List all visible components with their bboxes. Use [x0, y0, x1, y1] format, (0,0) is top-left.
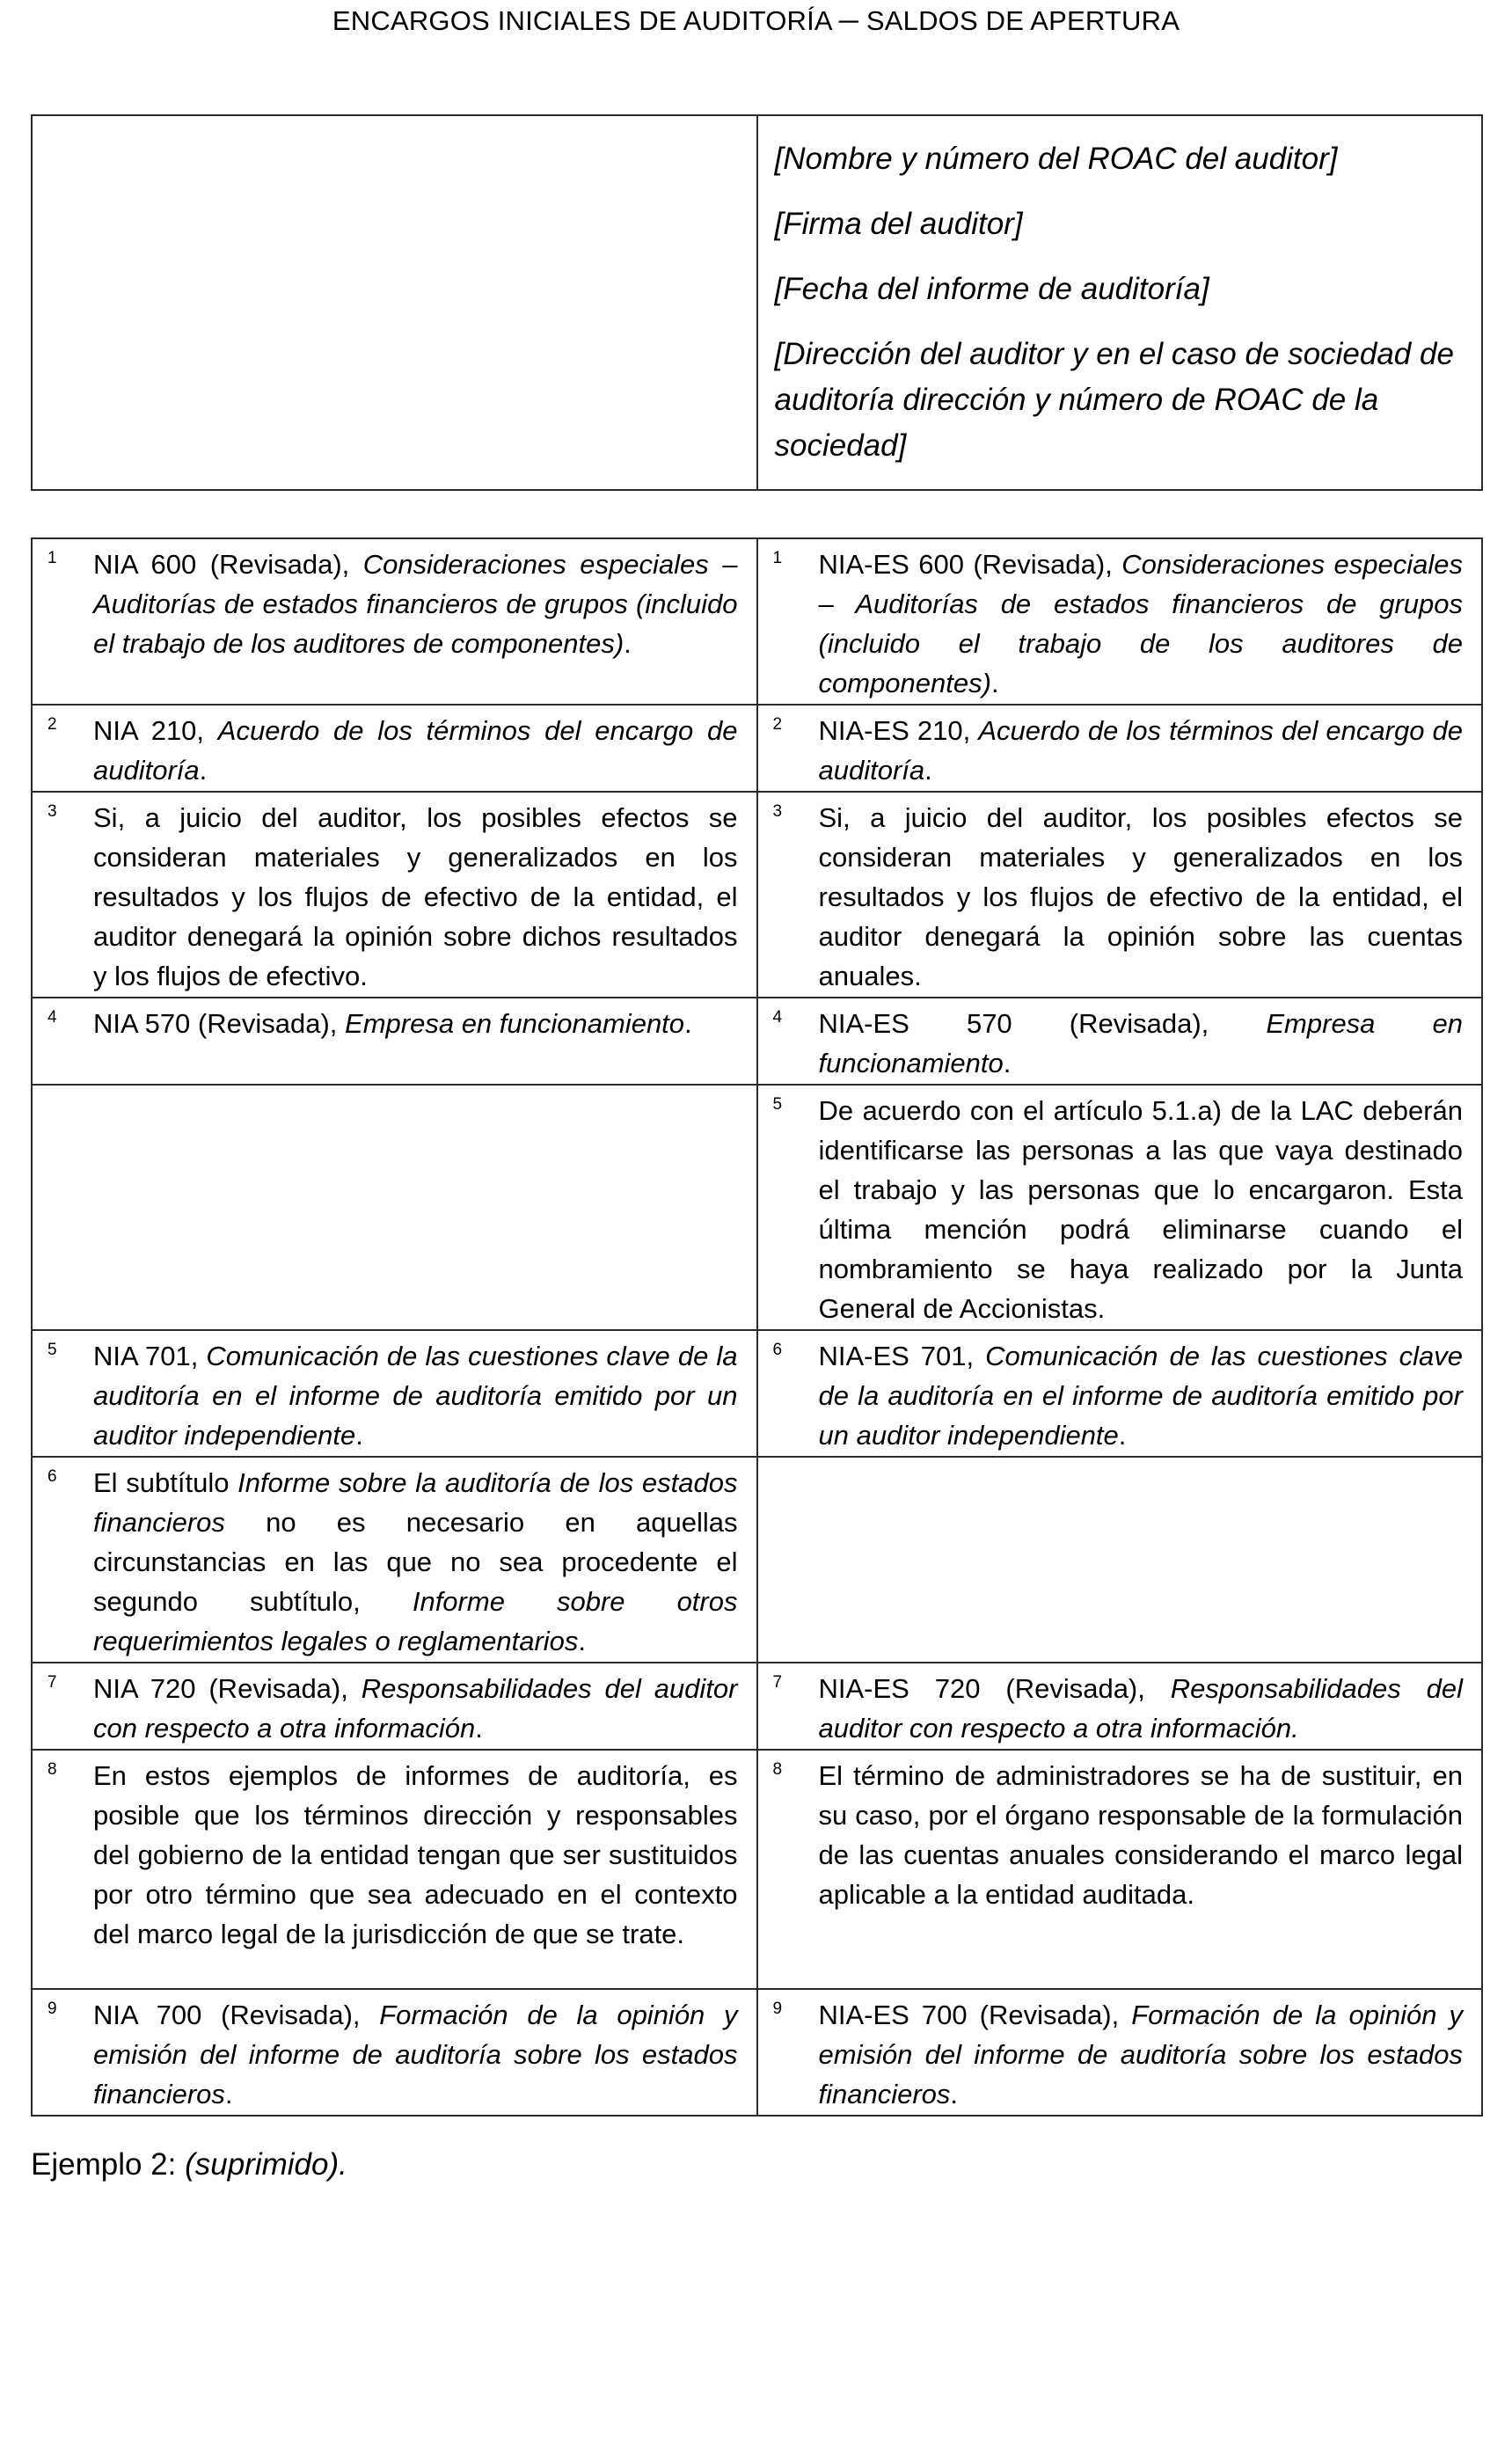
footnotes-table	[31, 537, 1483, 2117]
footnote-nia-es-cell	[757, 1750, 1483, 1989]
footnote: 6 NIA-ES 701, Comunicación de las cuestiones clave de la auditoría en el informe de auditoría emitido por un auditor independiente.	[759, 1332, 1481, 1455]
footnote-number: 3	[772, 802, 783, 821]
page-header: ENCARGOS INICIALES DE AUDITORÍA ─ SALDOS DE APERTURA	[332, 5, 1180, 36]
footnote-number: 8	[772, 1760, 783, 1779]
footnote: 2 NIA 210, Acuerdo de los términos del encargo de auditoría.	[33, 706, 756, 790]
footnote-number: 6	[47, 1467, 57, 1486]
footnote-nia-es-cell	[757, 538, 1483, 705]
auditor-address: [Dirección del auditor y en el caso de sociedad de auditoría dirección y número de ROAC de la sociedad]	[774, 337, 1454, 463]
footnote-number: 7	[772, 1673, 783, 1692]
report-date: [Fecha del informe de auditoría]	[774, 272, 1209, 306]
footnote-number: 6	[772, 1341, 783, 1359]
footnote: 1 NIA 600 (Revisada), Consideraciones especiales – Auditorías de estados financieros de grupos (incluido el trabajo de los auditores de componentes).	[33, 540, 756, 663]
footnote: 8 El término de administradores se ha de sustituir, en su caso, por el órgano responsable de la formulación de las cuentas anuales considerando el marco legal aplicable a la entidad auditada.	[759, 1751, 1481, 1914]
footnote-nia-cell	[32, 998, 757, 1085]
footnote: 3 Si, a juicio del auditor, los posibles efectos se consideran materiales y generalizados en los resultados y los flujos de efectivo de la entidad, el auditor denegará la opinión sobre las cuentas anuales.	[759, 793, 1481, 996]
footnote-number: 9	[47, 2000, 57, 2018]
footnote: 4 NIA-ES 570 (Revisada), Empresa en funcionamiento.	[759, 999, 1481, 1083]
footnote-number: 2	[772, 715, 783, 734]
footnote: 1 NIA-ES 600 (Revisada), Consideraciones especiales – Auditorías de estados financieros de grupos (incluido el trabajo de los auditores de componentes).	[759, 540, 1481, 703]
footnote-number: 4	[772, 1008, 783, 1027]
footnote-empty-cell	[32, 1085, 757, 1330]
footnote: 9 NIA-ES 700 (Revisada), Formación de la opinión y emisión del informe de auditoría sobre los estados financieros.	[759, 1991, 1481, 2114]
footnote: 9 NIA 700 (Revisada), Formación de la opinión y emisión del informe de auditoría sobre los estados financieros.	[33, 1991, 756, 2114]
footnote-nia-cell	[32, 1330, 757, 1457]
footnote: 3 Si, a juicio del auditor, los posibles efectos se consideran materiales y generalizados en los resultados y los flujos de efectivo de la entidad, el auditor denegará la opinión sobre dichos resultados y los flujos de efectivo.	[33, 793, 756, 996]
footnote-number: 5	[772, 1095, 783, 1114]
auditor-signature: [Firma del auditor]	[774, 207, 1023, 241]
footnote-nia-cell	[32, 1663, 757, 1750]
footnote-nia-es-cell	[757, 1663, 1483, 1750]
footnote: 8 En estos ejemplos de informes de auditoría, es posible que los términos dirección y responsables del gobierno de la entidad tengan que ser sustituidos por otro término que sea adecuado en el contexto del marco legal de la jurisdicción de que se trate.	[33, 1751, 756, 1954]
footnote-number: 7	[47, 1673, 57, 1692]
footnote-nia-cell	[32, 538, 757, 705]
footnote: 2 NIA-ES 210, Acuerdo de los términos del encargo de auditoría.	[759, 706, 1481, 790]
footnote: 4 NIA 570 (Revisada), Empresa en funcionamiento.	[33, 999, 756, 1043]
footnote-number: 1	[47, 549, 57, 567]
footnote-number: 3	[47, 802, 57, 821]
footnote-nia-cell	[32, 1989, 757, 2116]
footnote-number: 2	[47, 715, 57, 734]
footnote-nia-cell	[32, 705, 757, 792]
footnote-nia-cell	[32, 792, 757, 998]
footnote-number: 8	[47, 1760, 57, 1779]
footnote-number: 1	[772, 549, 783, 567]
footnote: 5 De acuerdo con el artículo 5.1.a) de la LAC deberán identificarse las personas a las que vaya destinado el trabajo y las personas que lo encargaron. Esta última mención podrá eliminarse cuando el nombramiento se haya realizado por la Junta General de Accionistas.	[759, 1086, 1481, 1328]
footnote-nia-es-cell	[757, 792, 1483, 998]
footnote-nia-cell	[32, 1750, 757, 1989]
signature-left-cell	[32, 115, 757, 490]
footnote-number: 4	[47, 1008, 57, 1027]
footnote: 6 El subtítulo Informe sobre la auditoría de los estados financieros no es necesario en aquellas circunstancias en las que no sea procedente el segundo subtítulo, Informe sobre otros requerimientos legales o reglamentarios.	[33, 1459, 756, 1661]
footnote-nia-cell	[32, 1457, 757, 1663]
footnote-number: 5	[47, 1341, 57, 1359]
footnote-nia-es-cell	[757, 998, 1483, 1085]
footnote: 5 NIA 701, Comunicación de las cuestiones clave de la auditoría en el informe de auditoría emitido por un auditor independiente.	[33, 1332, 756, 1455]
signature-table	[31, 114, 1483, 491]
auditor-name-roac: [Nombre y número del ROAC del auditor]	[774, 142, 1338, 176]
footnote-empty-cell	[757, 1457, 1483, 1663]
footnote-nia-es-cell	[757, 1330, 1483, 1457]
example-value: (suprimido).	[185, 2147, 347, 2182]
example-2-line	[31, 2147, 347, 2182]
footnote-number: 9	[772, 2000, 783, 2018]
signature-block	[757, 115, 1483, 490]
footnote: 7 NIA 720 (Revisada), Responsabilidades del auditor con respecto a otra información.	[33, 1664, 756, 1748]
footnote-nia-es-cell	[757, 1989, 1483, 2116]
footnote: 7 NIA-ES 720 (Revisada), Responsabilidades del auditor con respecto a otra información.	[759, 1664, 1481, 1748]
footnote-nia-es-cell	[757, 1085, 1483, 1330]
footnote-nia-es-cell	[757, 705, 1483, 792]
example-label: Ejemplo 2:	[31, 2147, 186, 2182]
